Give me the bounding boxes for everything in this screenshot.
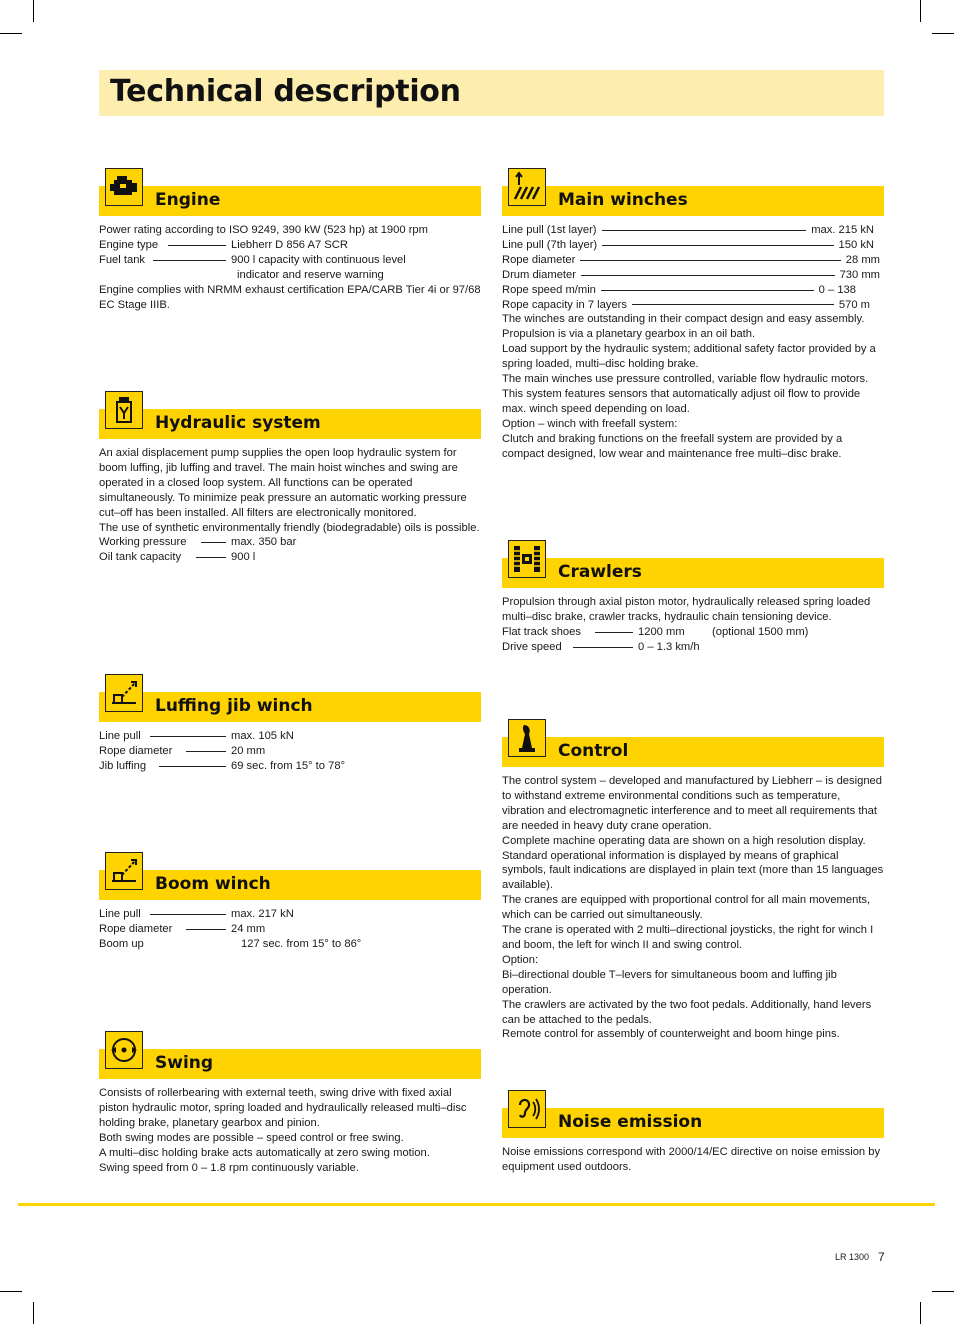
- swing-icon: [105, 1031, 143, 1069]
- spec-label: Rope diameter: [99, 922, 173, 935]
- crawlers-icon: [508, 540, 546, 578]
- leader-line: [186, 751, 226, 752]
- spec-label: Drum diameter: [502, 268, 576, 281]
- leader-line: [168, 245, 226, 246]
- spec-value: 20 mm: [231, 744, 266, 757]
- spec-value: 0 – 138: [818, 283, 856, 296]
- crop-mark: [920, 0, 921, 22]
- spec-value: Liebherr D 856 A7 SCR: [231, 238, 348, 251]
- spec-value: max. 215 kN: [811, 224, 874, 236]
- spec-label: Rope diameter: [99, 744, 173, 757]
- spec-label: Oil tank capacity: [99, 551, 182, 564]
- crop-mark: [33, 1302, 34, 1324]
- ear-icon: [508, 1090, 546, 1128]
- section-bar: [502, 186, 884, 216]
- boom-winch-icon: [105, 852, 143, 890]
- body-text: Option – winch with freefall system:: [502, 417, 678, 430]
- section-bar: [99, 870, 481, 900]
- section-body: [502, 595, 884, 655]
- leader-line: [153, 260, 226, 261]
- body-text: indicator and reserve warning: [237, 268, 384, 281]
- spec-row: [99, 238, 481, 253]
- leader-line: [602, 245, 833, 246]
- section-bar: [502, 1108, 884, 1138]
- spec-label: Rope capacity in 7 layers: [502, 298, 627, 311]
- leader-line: [186, 929, 226, 930]
- body-text: Bi–directional double T–levers for simultaneous boom and luffing jib operation.: [502, 968, 837, 996]
- body-text: The crawlers are activated by the two foot pedals. Additionally, hand levers can be attached to the pedals.: [502, 998, 872, 1026]
- section-heading: Crawlers: [558, 562, 642, 582]
- section-heading: Luffing jib winch: [155, 696, 313, 716]
- control-joystick-icon: [508, 719, 546, 757]
- crop-mark: [0, 33, 22, 34]
- spec-value: max. 105 kN: [231, 730, 294, 742]
- section-heading: Noise emission: [558, 1112, 703, 1132]
- leader-line: [602, 230, 807, 231]
- body-text: The use of synthetic environmentally friendly (biodegradable) oils is possible.: [99, 521, 480, 534]
- spec-value: 127 sec. from 15° to 86°: [241, 937, 362, 950]
- title-band: [99, 70, 884, 116]
- spec-extra: (optional 1500 mm): [712, 625, 809, 638]
- spec-label: Line pull: [99, 908, 141, 920]
- spec-row: [502, 640, 884, 655]
- spec-label: Rope speed m/min: [502, 283, 596, 296]
- crop-mark: [920, 1302, 921, 1324]
- spec-value: max. 217 kN: [231, 908, 294, 920]
- spec-row: [502, 253, 880, 268]
- body-text: Consists of rollerbearing with external teeth, swing drive with fixed axial piston hydraulic motor, spring loaded and hydraulically released multi–disc holding brake, planetary gearbox and pinion.: [99, 1087, 467, 1129]
- section-bar: [99, 1049, 481, 1079]
- hydraulic-icon: [105, 391, 143, 429]
- section-body: [99, 223, 481, 312]
- leader-line: [601, 290, 814, 291]
- section-body: [99, 1086, 481, 1175]
- spec-row: [99, 729, 481, 744]
- spec-row: [99, 937, 481, 952]
- spec-row: [502, 268, 880, 283]
- section-heading: Control: [558, 741, 629, 761]
- section-body: [99, 729, 481, 774]
- leader-line: [581, 275, 835, 276]
- spec-value: 69 sec. from 15° to 78°: [231, 759, 346, 772]
- spec-value: 900 l capacity with continuous level: [231, 253, 406, 266]
- section-body: [502, 774, 884, 1042]
- spec-value: 730 mm: [839, 268, 880, 281]
- main-winches-icon: [508, 168, 546, 206]
- section-bar: [502, 558, 884, 588]
- spec-label: Engine type: [99, 238, 159, 251]
- spec-row: [99, 922, 481, 937]
- body-text: Power rating according to ISO 9249, 390 kW (523 hp) at 1900 rpm: [99, 224, 428, 236]
- page-number: 7: [878, 1250, 885, 1264]
- spec-value: 28 mm: [845, 253, 880, 266]
- leader-line: [150, 914, 226, 915]
- spec-row: [502, 238, 874, 253]
- spec-row: [99, 759, 481, 774]
- leader-line: [573, 647, 633, 648]
- spec-value: 1200 mm: [638, 625, 685, 638]
- spec-row: [502, 223, 874, 238]
- spec-label: Line pull (1st layer): [502, 224, 597, 236]
- section-heading: Main winches: [558, 190, 688, 210]
- spec-row: [502, 298, 870, 313]
- section-bar: [99, 186, 481, 216]
- section-heading: Engine: [155, 190, 221, 210]
- crop-mark: [0, 1291, 22, 1292]
- section-bar: [99, 692, 481, 722]
- leader-line: [196, 557, 226, 558]
- leader-line: [632, 304, 834, 305]
- section-heading: Boom winch: [155, 874, 271, 894]
- body-text: The cranes are equipped with proportional control for all main movements, which can be carried out simultaneously.: [502, 894, 871, 922]
- section-bar: [99, 409, 481, 439]
- crop-mark: [932, 33, 954, 34]
- spec-label: Boom up: [99, 937, 144, 950]
- engine-icon: [105, 168, 143, 206]
- body-text: Swing speed from 0 – 1.8 rpm continuously variable.: [99, 1161, 359, 1174]
- spec-label: Drive speed: [502, 640, 562, 653]
- spec-row: [502, 625, 884, 640]
- spec-value: 150 kN: [838, 238, 874, 251]
- body-text: An axial displacement pump supplies the open loop hydraulic system for boom luffing, jib luffing and travel. The main hoist winches and swing are operated in a closed loop system. All functions can be operated simultaneously. To minimize peak pressure an automatic working pressure cut–off has been installed. All filters are electronically monitored.: [99, 447, 467, 519]
- footer-model: LR 1300: [835, 1252, 870, 1262]
- section-heading: Swing: [155, 1053, 214, 1073]
- spec-value: 570 m: [838, 298, 870, 311]
- section-body: [502, 223, 884, 462]
- body-text: Noise emissions correspond with 2000/14/EC directive on noise emission by equipment used outdoors.: [502, 1146, 881, 1173]
- crop-mark: [33, 0, 34, 22]
- spec-row: [99, 550, 481, 565]
- section-body: [99, 907, 481, 952]
- body-text: Engine complies with NRMM exhaust certification EPA/CARB Tier 4i or 97/68 EC Stage IIIB.: [99, 283, 481, 311]
- section-body: [502, 1145, 884, 1175]
- section-heading: Hydraulic system: [155, 413, 321, 433]
- spec-row: [99, 535, 481, 550]
- spec-value: 0 – 1.3 km/h: [638, 640, 700, 653]
- spec-value: 24 mm: [231, 922, 266, 935]
- body-text: The winches are outstanding in their compact design and easy assembly.: [502, 313, 865, 326]
- spec-value: 900 l: [231, 551, 256, 564]
- body-text: The crane is operated with 2 multi–directional joysticks, the right for winch I and boom, the left for winch II and swing control.: [502, 924, 874, 951]
- leader-line: [595, 632, 633, 633]
- body-text: A multi–disc holding brake acts automatically at zero swing motion.: [99, 1146, 430, 1159]
- spec-label: Working pressure: [99, 536, 187, 549]
- body-text: Propulsion through axial piston motor, hydraulically released spring loaded multi–disc brake, crawler tracks, hydraulic chain tensioning device.: [502, 596, 871, 623]
- spec-label: Jib luffing: [99, 759, 147, 772]
- spec-row: [99, 744, 481, 759]
- spec-label: Line pull (7th layer): [502, 238, 598, 251]
- luffing-winch-icon: [105, 674, 143, 712]
- crop-mark: [932, 1291, 954, 1292]
- page-title: Technical description: [110, 74, 461, 109]
- body-text: Clutch and braking functions on the freefall system are provided by a compact designed, low wear and maintenance free multi–disc brake.: [502, 432, 843, 460]
- body-text: Load support by the hydraulic system; additional safety factor provided by a spring loaded, multi–disc holding brake.: [502, 343, 876, 371]
- leader-line: [201, 542, 226, 543]
- body-text: The main winches use pressure controlled, variable flow hydraulic motors.: [502, 373, 869, 386]
- spec-label: Line pull: [99, 730, 141, 742]
- leader-line: [150, 736, 226, 737]
- body-text: Remote control for assembly of counterweight and boom hinge pins.: [502, 1028, 840, 1041]
- body-text: Propulsion is via a planetary gearbox in an oil bath.: [502, 328, 756, 341]
- body-text: Complete machine operating data are shown on a high resolution display. Standard operational information is displayed by means of graphical symbols, fault indications are displayed in plain text (more than 15 languages available).: [502, 834, 884, 892]
- spec-row: [99, 253, 481, 268]
- body-text: This system features sensors that automatically adjust oil flow to provide max. winch speed depending on load.: [502, 387, 861, 415]
- leader-line: [159, 766, 226, 767]
- body-text: The control system – developed and manufactured by Liebherr – is designed to withstand extreme environmental conditions such as temperature, vibration and electromagnetic interference and to meet all requirements that are needed in heavy duty crane operation.: [502, 775, 882, 832]
- spec-label: Flat track shoes: [502, 625, 581, 638]
- spec-label: Fuel tank: [99, 253, 146, 266]
- body-text: Both swing modes are possible – speed control or free swing.: [99, 1131, 404, 1144]
- spec-row: [99, 907, 481, 922]
- spec-value: max. 350 bar: [231, 536, 297, 549]
- section-body: [99, 446, 481, 565]
- spec-label: Rope diameter: [502, 253, 576, 266]
- section-bar: [502, 737, 884, 767]
- bottom-rule: [18, 1203, 935, 1206]
- body-text: Option:: [502, 953, 539, 966]
- spec-row: [502, 283, 856, 298]
- leader-line: [580, 260, 840, 261]
